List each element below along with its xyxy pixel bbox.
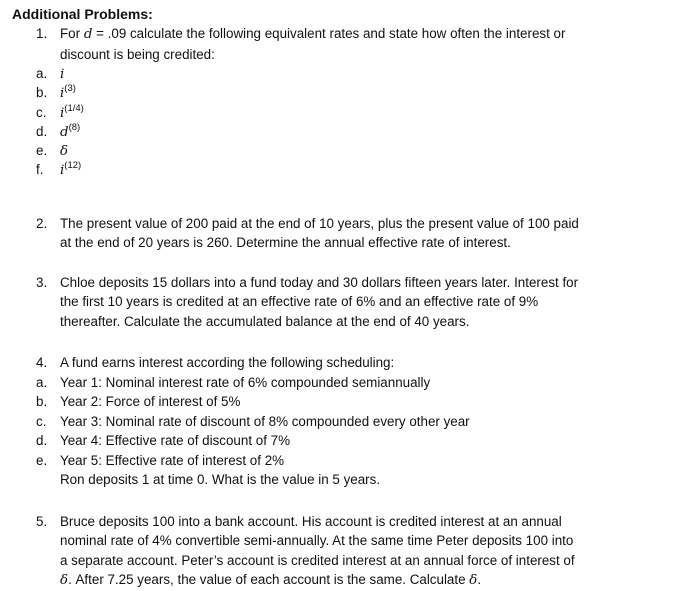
list-item: b. Year 2: Force of interest of 5%: [36, 394, 241, 410]
problem-number: 5.: [36, 513, 48, 529]
list-item: e. δ: [36, 143, 69, 160]
problem-1: [12, 24, 680, 64]
list-item: d. Year 4: Effective rate of discount of 7%: [36, 433, 291, 449]
problem-4: 4. A fund earns interest according the following scheduling:: [12, 353, 680, 373]
list-item: c. $i^{(1/4)}$: [36, 102, 84, 121]
problem-3: 3. Chloe deposits 15 dollars into a fund today and 30 dollars fifteen years later. Interest for the first 10 years is credited at an effective rate of 6% and an effective rate of 9% thereafter. Calculate the accumulated balance at the end of 40 years.: [36, 274, 579, 329]
problem-sheet: [12, 4, 680, 591]
list-item: f. $i^{(12)}$: [36, 160, 82, 179]
problem-5: 5. Bruce deposits 100 into a bank account. His account is credited interest at an annual nominal rate of 4% convertible semi-annually. At the same time Peter deposits 100 into a separate account. Peter’s account is credited interest at an annual force of interest of δ. After 7.25 years, the value of each account is the same. Calculate δ.: [36, 513, 575, 589]
list-item: e. Year 5: Effective rate of interest of 2%: [36, 452, 285, 468]
delta-symbol: δ: [469, 573, 478, 589]
list-item: a. Year 1: Nominal interest rate of 6% compounded semiannually: [36, 374, 431, 390]
variable-d: d: [83, 27, 93, 42]
problem-number: 3.: [36, 274, 48, 290]
list-item: c. Year 3: Nominal rate of discount of 8% compounded every other year: [36, 413, 470, 429]
problem-1-line-2: discount is being credited:: [60, 46, 215, 62]
page-title: Additional Problems:: [12, 6, 153, 22]
problem-number: 4.: [36, 355, 48, 371]
list-item: b. $i^{(3)}$: [36, 83, 76, 102]
list-item: d. $d^{(8)}$: [36, 121, 81, 140]
problem-4-closing: Ron deposits 1 at time 0. What is the value in 5 years.: [60, 472, 381, 488]
problem-number: 2.: [36, 215, 48, 231]
problem-number: 1.: [36, 26, 48, 41]
delta-symbol: δ: [60, 573, 69, 589]
problem-1-line-1: For d = .09 calculate the following equivalent rates and state how often the interest or: [60, 26, 566, 42]
problem-2: 2. The present value of 200 paid at the end of 10 years, plus the present value of 100 paid at the end of 20 years is 260. Determine the annual effective rate of interest.: [36, 215, 579, 251]
list-item: a. i: [36, 66, 65, 82]
